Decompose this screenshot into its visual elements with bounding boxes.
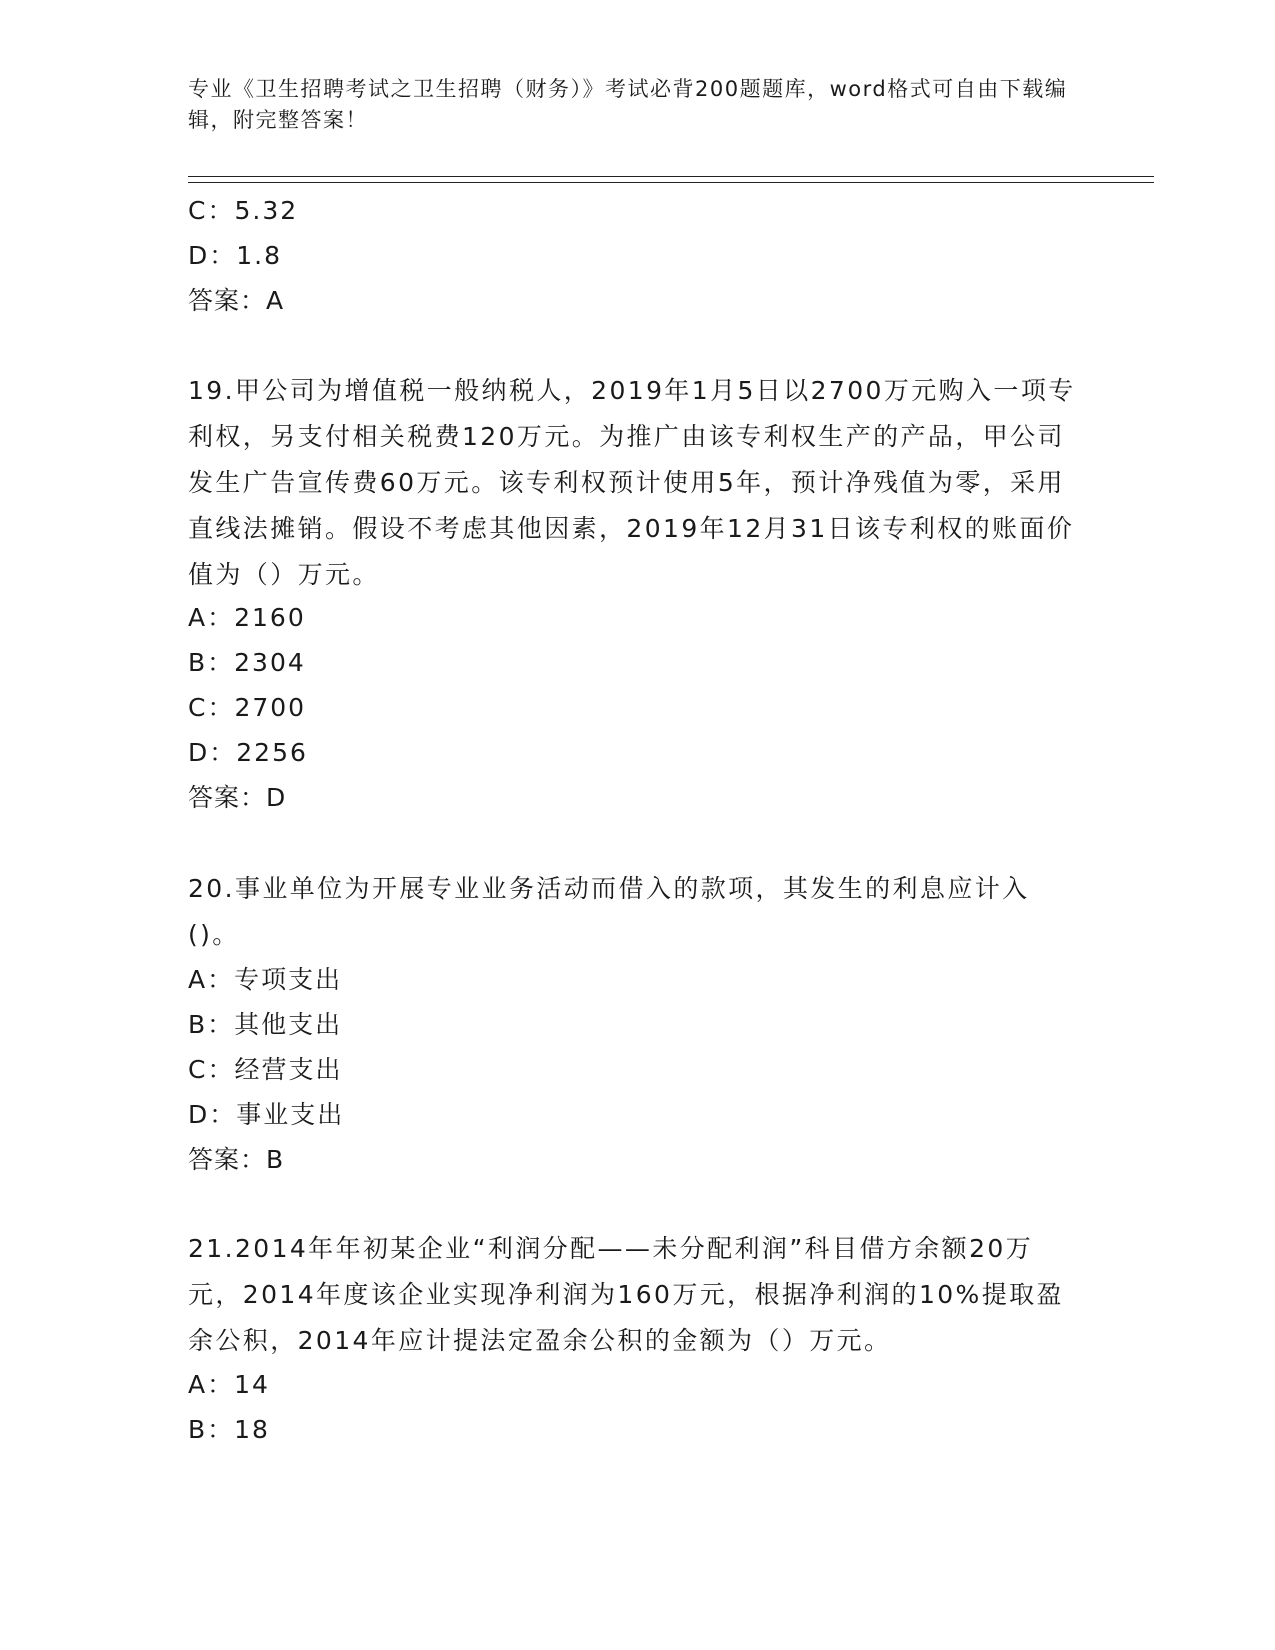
question-21-text: 21.2014年年初某企业“利润分配——未分配利润”科目借方余额20万元，2014年度该企业实现净利润为160万元，根据净利润的10%提取盈余公积，2014年应计提法定盈余公积的金额为（）万元。 <box>188 1234 1064 1355</box>
option-d: D：1.8 <box>188 241 283 270</box>
option-b: B：18 <box>188 1415 270 1444</box>
option-c: C：5.32 <box>188 196 299 225</box>
header-divider-top <box>188 176 1154 177</box>
option-c: C：经营支出 <box>188 1055 343 1084</box>
option-b: B：其他支出 <box>188 1010 343 1039</box>
answer-line: 答案：B <box>188 1145 285 1174</box>
question-20-text: 20.事业单位为开展专业业务活动而借入的款项，其发生的利息应计入()。 <box>188 874 1030 949</box>
answer-line: 答案：D <box>188 783 287 812</box>
option-a: A：专项支出 <box>188 965 343 994</box>
option-a: A：2160 <box>188 603 306 632</box>
option-d: D：2256 <box>188 738 308 767</box>
document-header: 专业《卫生招聘考试之卫生招聘（财务）》考试必背200题题库，word格式可自由下载编辑，附完整答案！ <box>188 77 1068 132</box>
option-a: A：14 <box>188 1370 270 1399</box>
header-divider-bottom <box>188 182 1154 183</box>
question-19-text: 19.甲公司为增值税一般纳税人，2019年1月5日以2700万元购入一项专利权，另支付相关税费120万元。为推广由该专利权生产的产品，甲公司发生广告宣传费60万元。该专利权预计使用5年，预计净残值为零，采用直线法摊销。假设不考虑其他因素，2019年12月31日该专利权的账面价值为（）万元。 <box>188 376 1076 589</box>
option-b: B：2304 <box>188 648 306 677</box>
option-d: D：事业支出 <box>188 1100 345 1129</box>
answer-line: 答案：A <box>188 286 285 315</box>
option-c: C：2700 <box>188 693 307 722</box>
